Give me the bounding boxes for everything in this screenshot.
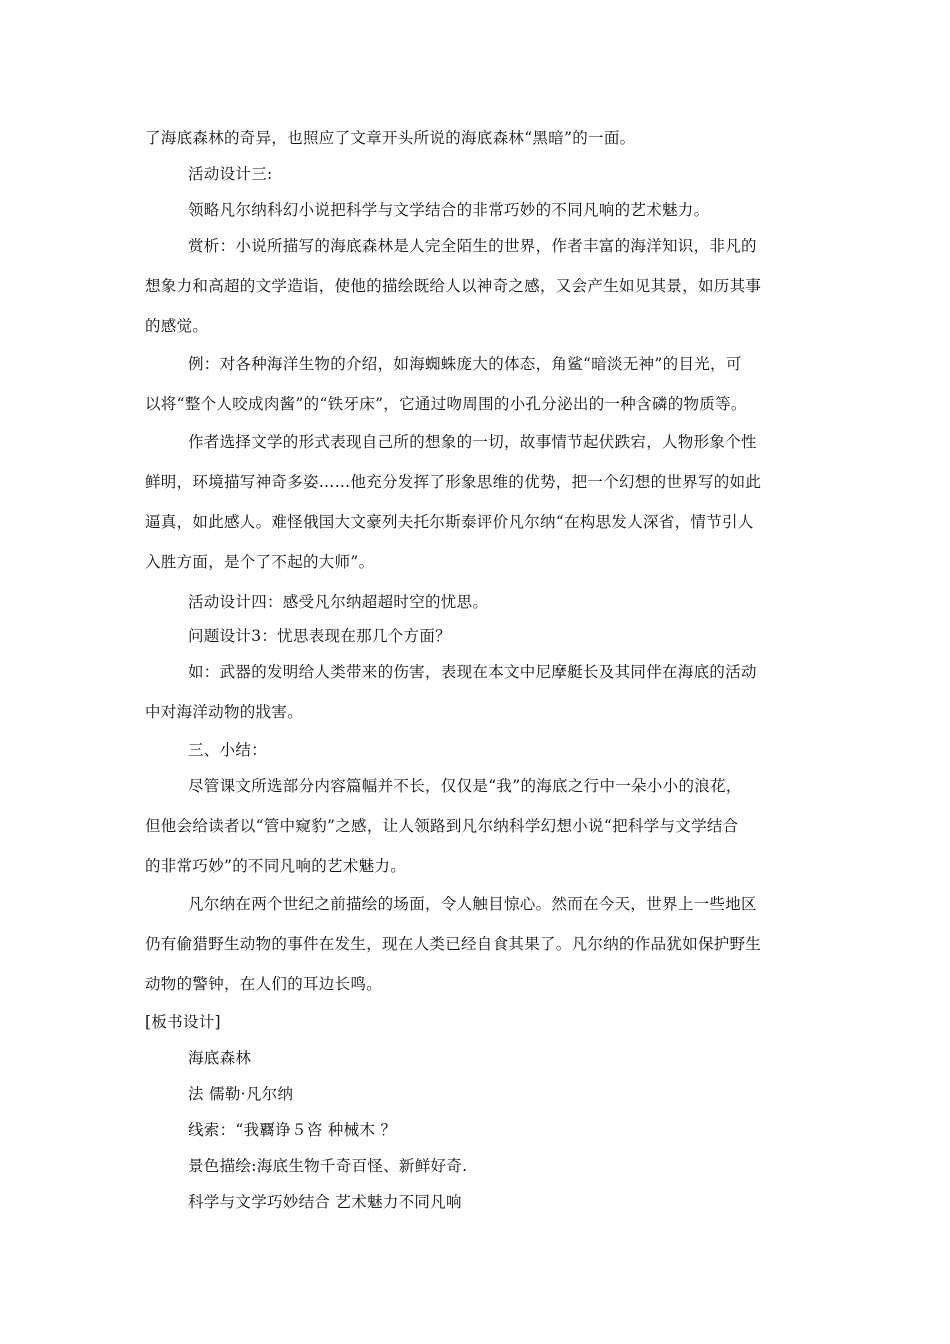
text-line-18: 尽管课文所选部分内容篇幅并不长，仅仅是“我”的海底之行中一朵小小的浪花， <box>188 777 742 795</box>
text-line-9: 作者选择文学的形式表现自己所的想象的一切，故事情节起伏跌宕，人物形象个性 <box>188 433 757 451</box>
text-line-23: 动物的警钟，在人们的耳边长鸣。 <box>145 975 383 993</box>
text-line-7: 例：对各种海洋生物的介绍，如海蜘蛛庞大的体态，角鲨“暗淡无神”的目光，可 <box>188 355 742 373</box>
text-line-6: 的感觉。 <box>145 317 209 335</box>
text-line-12: 入胜方面，是个了不起的大师”。 <box>145 553 375 571</box>
text-line-22: 仍有偷猎野生动物的事件在发生，现在人类已经自食其果了。凡尔纳的作品犹如保护野生 <box>145 935 762 953</box>
text-line-20: 的非常巧妙”的不同凡响的艺术魅力。 <box>145 857 407 875</box>
text-line-8: 以将“整个人咬成肉酱”的“铁牙床”，它通过吻周围的小孔分泌出的一种含磷的物质等。 <box>145 395 747 413</box>
section-heading-board-design: [板书设计] <box>145 1013 221 1031</box>
text-line-16: 中对海洋动物的戕害。 <box>145 703 304 721</box>
text-line-2: 活动设计三: <box>188 165 273 183</box>
text-line-19: 但他会给读者以“管中窥豹”之感，让人领路到凡尔纳科学幻想小说“把科学与文学结合 <box>145 817 739 835</box>
board-scenery: 景色描绘:海底生物千奇百怪、新鲜好奇. <box>188 1157 468 1175</box>
text-line-3: 领略凡尔纳科幻小说把科学与文学结合的非常巧妙的不同凡响的艺术魅力。 <box>188 201 710 219</box>
board-clue: 线索：“我覉诤５咨 种械木 ？ <box>188 1121 397 1139</box>
text-line-15: 如：武器的发明给人类带来的伤害，表现在本文中尼摩艇长及其同伴在海底的活动 <box>188 663 757 681</box>
board-title: 海底森林 <box>188 1049 252 1067</box>
text-line-10: 鲜明，环境描写神奇多姿……他充分发挥了形象思维的优势，把一个幻想的世界写的如此 <box>145 473 762 491</box>
section-heading-summary: 三、小结： <box>188 741 268 759</box>
text-line-11: 逼真，如此感人。难怪俄国大文豪列夫托尔斯泰评价凡尔纳“在构思发人深省，情节引人 <box>145 513 754 531</box>
board-summary: 科学与文学巧妙结合 艺术魅力不同凡响 <box>188 1193 462 1211</box>
text-line-21: 凡尔纳在两个世纪之前描绘的场面，令人触目惊心。然而在今天，世界上一些地区 <box>188 895 757 913</box>
text-line-1: 了海底森林的奇异，也照应了文章开头所说的海底森林“黑暗”的一面。 <box>145 129 636 147</box>
board-author: 法 儒勒·凡尔纳 <box>188 1085 294 1103</box>
text-line-13: 活动设计四：感受凡尔纳超超时空的忧思。 <box>188 593 489 611</box>
text-line-4: 赏析：小说所描写的海底森林是人完全陌生的世界，作者丰富的海洋知识，非凡的 <box>188 237 757 255</box>
text-line-14: 问题设计3：忧思表现在那几个方面？ <box>188 627 451 645</box>
text-line-5: 想象力和高超的文学造诣，使他的描绘既给人以神奇之感，又会产生如见其景，如历其事 <box>145 277 762 295</box>
